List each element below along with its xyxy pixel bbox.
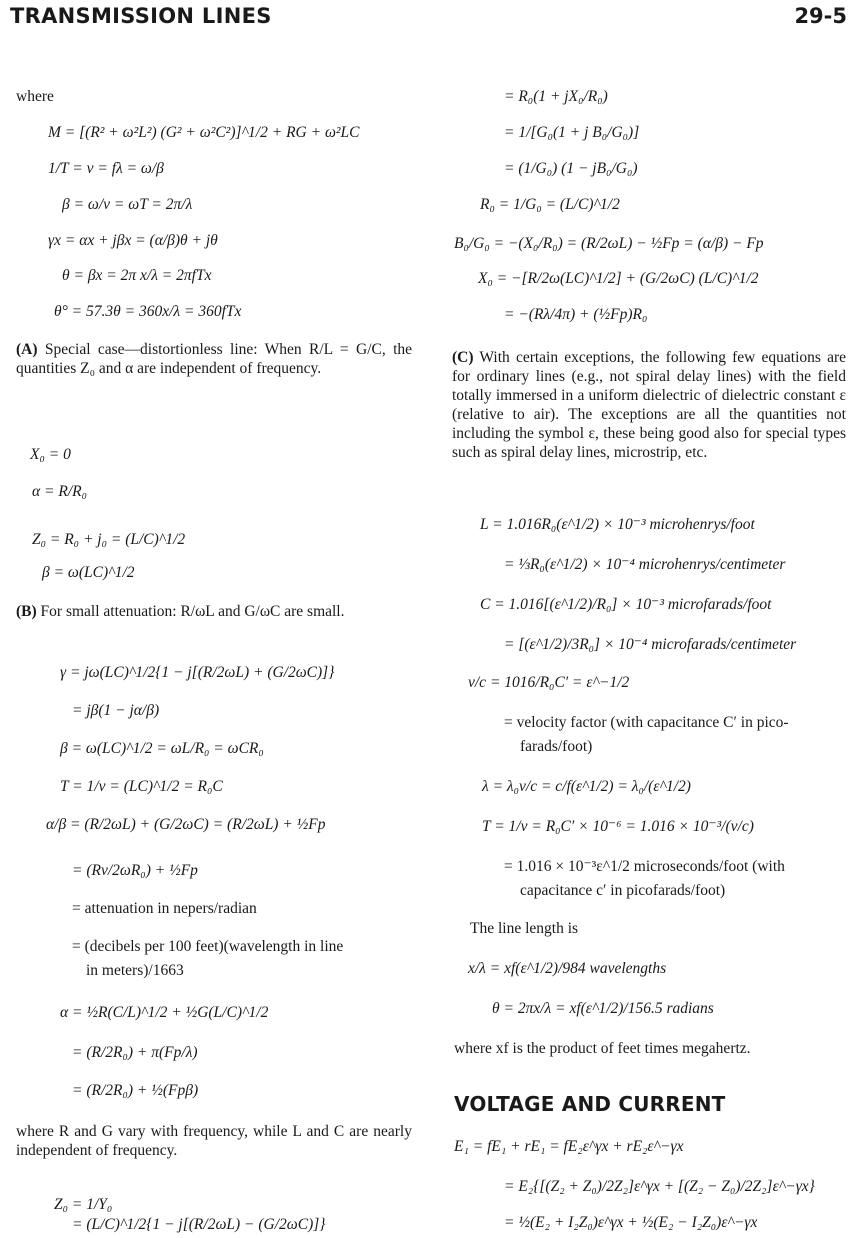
text-where: where bbox=[16, 88, 54, 105]
equation-alpha-beta: α/β = (R/2ωL) + (G/2ωC) = (R/2ωL) + ½Fp bbox=[46, 816, 326, 833]
paragraph-frequency: where R and G vary with frequency, while L and C are nearly independent of frequency. bbox=[16, 1123, 412, 1159]
paragraph-c-text: With certain exceptions, the following few equations are for ordinary lines (e.g., not spiral delay lines) with the field totally immersed in a uniform dielectric of dielectric constant ε (relative to air). The exceptions are all the quantities not including the symbol ε, these being good also for special types such as spiral delay lines, microstrip, etc. bbox=[452, 349, 846, 461]
equation-beta-lc: β = ω(LC)^1/2 bbox=[42, 564, 135, 581]
equation-gamma-small: γ = jω(LC)^1/2{1 − j[(R/2ωL) + (G/2ωC)]} bbox=[60, 664, 335, 681]
equation-r1: = R₀(1 + jX₀/R₀) bbox=[504, 88, 608, 105]
equation-t-velocity: T = 1/v = R₀C′ × 10⁻⁶ = 1.016 × 10⁻³/(v/c) bbox=[482, 818, 754, 835]
equation-lambda: λ = λ₀v/c = c/f(ε^1/2) = λ₀/(ε^1/2) bbox=[482, 778, 691, 795]
text-line-length: The line length is bbox=[470, 920, 579, 937]
equation-r7: = −(Rλ/4π) + (½Fp)R₀ bbox=[504, 306, 648, 323]
paragraph-c bbox=[452, 348, 846, 462]
section-title: VOLTAGE AND CURRENT bbox=[454, 1092, 726, 1116]
equation-alpha-3: = (R/2R₀) + π(Fp/λ) bbox=[72, 1044, 198, 1061]
equation-r2: = 1/[G₀(1 + j B₀/G₀)] bbox=[504, 124, 640, 141]
paragraph-b bbox=[16, 602, 412, 621]
equation-vc-2b: farads/foot) bbox=[520, 738, 593, 755]
page-header bbox=[10, 4, 847, 34]
equation-theta: θ = βx = 2π x/λ = 2πfTx bbox=[62, 267, 212, 284]
equation-theta-radians: θ = 2πx/λ = xf(ε^1/2)/156.5 radians bbox=[492, 1000, 714, 1017]
equation-c1: C = 1.016[(ε^1/2)/R₀] × 10⁻³ microfarads/foot bbox=[480, 596, 772, 613]
equation-x0: X₀ = 0 bbox=[30, 446, 71, 463]
paragraph-b-label: (B) bbox=[16, 603, 37, 620]
equation-x-lambda: x/λ = xf(ε^1/2)/984 wavelengths bbox=[468, 960, 667, 977]
equation-gamma-small-2: = jβ(1 − jα/β) bbox=[72, 702, 160, 719]
paragraph-c-label: (C) bbox=[452, 349, 474, 366]
equation-gamma: γx = αx + jβx = (α/β)θ + jθ bbox=[48, 232, 218, 249]
paragraph-a-text: Special case—distortionless line: When R/L = G/C, the quantities Z₀ and α are independent of frequency. bbox=[16, 341, 413, 377]
equation-alpha-2: α = ½R(C/L)^1/2 + ½G(L/C)^1/2 bbox=[60, 1004, 269, 1021]
equation-beta: β = ω/v = ωT = 2π/λ bbox=[62, 196, 193, 213]
running-title: TRANSMISSION LINES bbox=[10, 4, 272, 28]
equation-alpha: α = R/R₀ bbox=[32, 483, 87, 500]
equation-t-3a: = 1.016 × 10⁻³ε^1/2 microseconds/foot (with bbox=[504, 858, 785, 875]
equation-alpha-beta-2: = (Rv/2ωR₀) + ½Fp bbox=[72, 862, 198, 879]
equation-z0-y0: Z₀ = 1/Y₀ bbox=[54, 1196, 113, 1213]
equation-e3: = ½(E₂ + I₂Z₀)ε^γx + ½(E₂ − I₂Z₀)ε^−γx bbox=[504, 1214, 758, 1231]
equation-alpha-4: = (R/2R₀) + ½(Fpβ) bbox=[72, 1082, 199, 1099]
equation-period: 1/T = v = fλ = ω/β bbox=[48, 160, 164, 177]
equation-m: M = [(R² + ω²L²) (G² + ω²C²)]^1/2 + RG + ω²LC bbox=[48, 124, 360, 141]
paragraph-a bbox=[16, 340, 412, 378]
equation-theta-degrees: θ° = 57.3θ = 360x/λ = 360fTx bbox=[54, 303, 242, 320]
equation-l1: L = 1.016R₀(ε^1/2) × 10⁻³ microhenrys/foot bbox=[480, 516, 755, 533]
equation-e2: = E₂{[(Z₂ + Z₀)/2Z₂]ε^γx + [(Z₂ − Z₀)/2Z₂]ε^−γx} bbox=[504, 1178, 815, 1195]
paragraph-a-label: (A) bbox=[16, 341, 38, 358]
equation-r5: B₀/G₀ = −(X₀/R₀) = (R/2ωL) − ½Fp = (α/β) − Fp bbox=[454, 235, 764, 252]
paragraph-b-text: For small attenuation: R/ωL and G/ωC are small. bbox=[40, 603, 345, 620]
equation-r3: = (1/G₀) (1 − jB₀/G₀) bbox=[504, 160, 638, 177]
equation-t-small: T = 1/v = (LC)^1/2 = R₀C bbox=[60, 778, 223, 795]
equation-vc: v/c = 1016/R₀C′ = ε^−1/2 bbox=[468, 674, 630, 691]
equation-c2: = [(ε^1/2)/3R₀] × 10⁻⁴ microfarads/centimeter bbox=[504, 636, 797, 653]
page-number: 29-5 bbox=[794, 4, 847, 28]
equation-r6: X₀ = −[R/2ω(LC)^1/2] + (G/2ωC) (L/C)^1/2 bbox=[478, 270, 759, 287]
equation-alpha-beta-4a: = (decibels per 100 feet)(wavelength in line bbox=[72, 938, 344, 955]
equation-z0-expansion: = (L/C)^1/2{1 − j[(R/2ωL) − (G/2ωC)]} bbox=[72, 1216, 326, 1233]
text-xf-definition: where xf is the product of feet times megahertz. bbox=[454, 1040, 751, 1057]
equation-alpha-beta-4b: in meters)/1663 bbox=[86, 962, 184, 979]
equation-t-3b: capacitance c′ in picofarads/foot) bbox=[520, 882, 726, 899]
equation-alpha-beta-3: = attenuation in nepers/radian bbox=[72, 900, 257, 917]
equation-e1: E₁ = fE₁ + rE₁ = fE₂ε^γx + rE₂ε^−γx bbox=[454, 1138, 684, 1155]
equation-vc-2a: = velocity factor (with capacitance C′ in pico- bbox=[504, 714, 789, 731]
equation-z0: Z₀ = R₀ + j₀ = (L/C)^1/2 bbox=[32, 531, 186, 548]
equation-l2: = ⅓R₀(ε^1/2) × 10⁻⁴ microhenrys/centimeter bbox=[504, 556, 786, 573]
equation-beta-small: β = ω(LC)^1/2 = ωL/R₀ = ωCR₀ bbox=[60, 740, 264, 757]
equation-r4: R₀ = 1/G₀ = (L/C)^1/2 bbox=[480, 196, 620, 213]
